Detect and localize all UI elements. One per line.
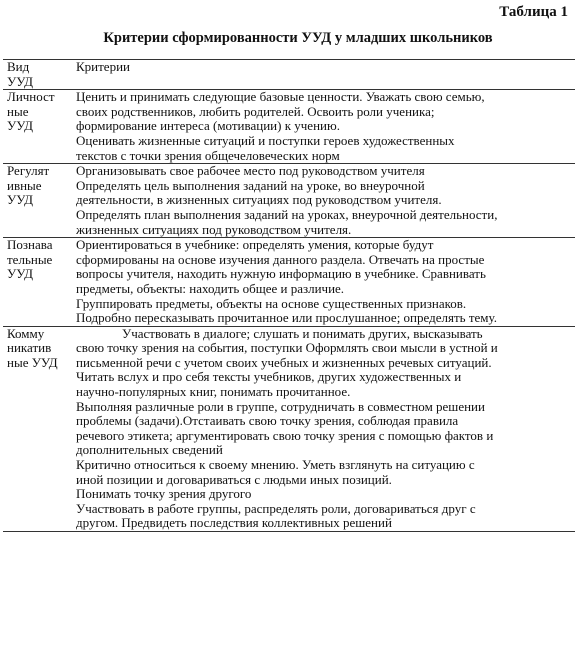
criteria-line: Выполняя различные роли в группе, сотрудничать в совместном решении [76,399,485,414]
table-row [3,90,575,164]
uud-type-line: УУД [7,119,33,134]
criteria-line: Организовывать свое рабочее место под руководством учителя [76,164,425,179]
criteria-line: свою точку зрения на события, поступки Оформлять свои мысли в устной и [76,341,498,356]
uud-type-line: тельные [7,252,53,267]
uud-type-line: ные УУД [7,355,58,370]
criteria-line: Критично относиться к своему мнению. Уметь взглянуть на ситуацию с [76,458,475,473]
criteria-line: Читать вслух и про себя тексты учебников, других художественных и [76,370,462,385]
uud-type-cell [3,238,73,327]
criteria-line: речевого этикета; аргументировать свою точку зрения с помощью фактов и [76,428,494,443]
criteria-line: Ценить и принимать следующие базовые ценности. Уважать свою семью, [76,90,485,105]
criteria-line: формирование интереса (мотивации) к учению. [76,119,340,134]
criteria-line: Определять план выполнения заданий на уроках, внеурочной деятельности, [76,207,498,222]
uud-type-line: Вид [7,60,30,74]
criteria-line: жизненных ситуациях под руководством учителя. [76,222,352,237]
criteria-line: другом. Предвидеть последствия коллективных решений [76,516,392,531]
criteria-cell [73,238,575,327]
uud-type-cell [3,164,73,238]
table-row [3,164,575,238]
criteria-line: научно-популярных книг, понимать прочитанное. [76,385,351,400]
uud-type-line: УУД [7,193,33,208]
uud-type-line: ные [7,104,29,119]
table-title: Критерии сформированности УУД у младших школьников [103,30,493,46]
uud-type-line: Регулят [7,164,50,179]
uud-type-line: Комму [7,326,45,341]
uud-type-line: никатив [7,341,52,356]
criteria-line: Определять цель выполнения заданий на уроке, во внеурочной [76,178,425,193]
criteria-cell [73,60,575,90]
table-row [3,238,575,327]
criteria-line: Подробно пересказывать прочитанное или прослушанное; определять тему. [76,311,497,326]
criteria-line: сформированы на основе изучения данного раздела. Отвечать на простые [76,252,485,267]
uud-type-line: УУД [7,267,33,282]
criteria-line: деятельности, в жизненных ситуациях под руководством учителя. [76,193,442,208]
criteria-line: Понимать точку зрения другого [76,487,252,502]
uud-type-line: УУД [7,74,33,89]
criteria-line: иной позиции и договариваться с людьми иных позиций. [76,472,392,487]
uud-type-cell [3,326,73,531]
criteria-line: предметы, объекты: находить общее и различие. [76,281,345,296]
criteria-line: Участвовать в диалоге; слушать и понимать других, высказывать [122,326,483,341]
table-number-label: Таблица 1 [499,4,568,20]
criteria-line: Участвовать в работе группы, распределять роли, договариваться друг с [76,501,476,516]
table-row [3,60,575,90]
criteria-line: Критерии [76,60,130,74]
criteria-line: Оценивать жизненные ситуаций и поступки героев художественных [76,133,455,148]
criteria-line: дополнительных сведений [76,443,223,458]
criteria-line: Ориентироваться в учебнике: определять умения, которые будут [76,238,434,253]
criteria-line: текстов с точки зрения общечеловеческих норм [76,148,340,163]
criteria-cell [73,164,575,238]
criteria-cell [73,326,575,531]
criteria-line: своих родственников, любить родителей. Освоить роли ученика; [76,104,435,119]
criteria-line: Группировать предметы, объекты на основе существенных признаков. [76,296,467,311]
criteria-cell [73,90,575,164]
uud-type-line: Личност [7,90,55,105]
uud-type-line: Познава [7,238,53,253]
uud-type-cell [3,90,73,164]
uud-type-cell [3,60,73,90]
uud-type-line: ивные [7,178,42,193]
criteria-line: проблемы (задачи).Отстаивать свою точку зрения, соблюдая правила [76,414,459,429]
table-row [3,326,575,531]
criteria-line: вопросы учителя, находить нужную информацию в учебнике. Сравнивать [76,267,486,282]
criteria-table [3,59,575,532]
criteria-line: письменной речи с учетом своих учебных и жизненных речевых ситуаций. [76,355,492,370]
